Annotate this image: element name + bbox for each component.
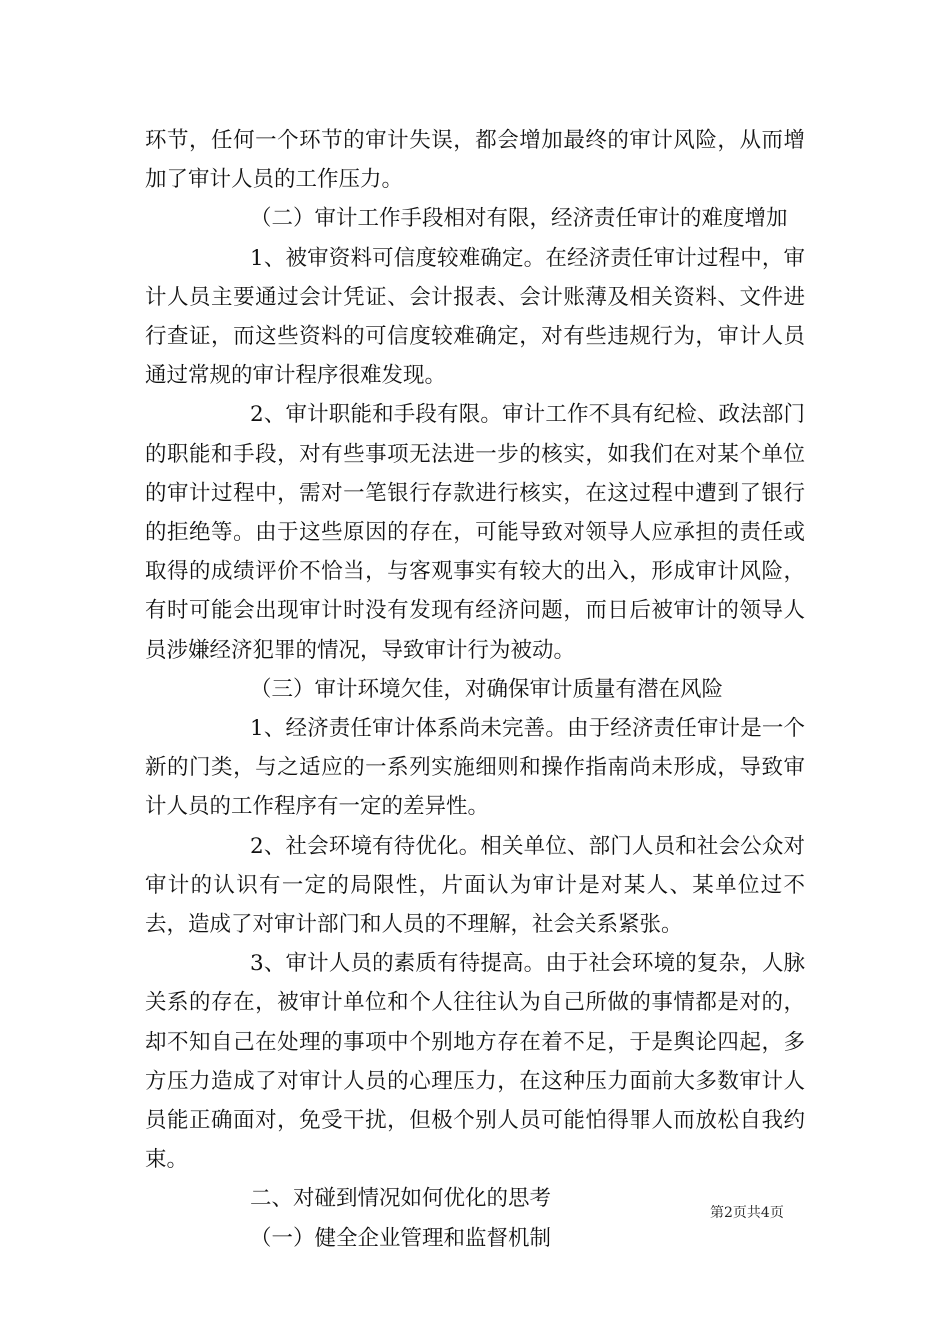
paragraph-item-2b: 2、社会环境有待优化。相关单位、部门人员和社会公众对审计的认识有一定的局限性，片面认为审计是对某人、某单位过不去，造成了对审计部门和人员的不理解，社会关系紧张。 xyxy=(145,833,805,938)
paragraph-item-1: 1、被审资料可信度较难确定。在经济责任审计过程中，审计人员主要通过会计凭证、会计报表、会计账薄及相关资料、文件进行查证，而这些资料的可信度较难确定，对有些违规行为，审计人员通过常规的审计程序很难发现。 xyxy=(145,245,805,389)
page-number-footer: 第2页共4页 xyxy=(710,1205,784,1221)
section-heading-1: （一）健全企业管理和监督机制 xyxy=(250,1225,552,1251)
paragraph-item-1b: 1、经济责任审计体系尚未完善。由于经济责任审计是一个新的门类，与之适应的一系列实施细则和操作指南尚未形成，导致审计人员的工作程序有一定的差异性。 xyxy=(145,716,805,820)
paragraph-continuation: 环节，任何一个环节的审计失误，都会增加最终的审计风险，从而增加了审计人员的工作压力。 xyxy=(145,128,805,193)
chapter-heading: 二、对碰到情况如何优化的思考 xyxy=(250,1186,552,1212)
document-body xyxy=(145,121,805,1258)
section-heading-2: （二）审计工作手段相对有限，经济责任审计的难度增加 xyxy=(250,206,788,232)
paragraph-item-3b: 3、审计人员的素质有待提高。由于社会环境的复杂，人脉关系的存在，被审计单位和个人往往认为自己所做的事情都是对的，却不知自己在处理的事项中个别地方存在着不足，于是舆论四起，多方压力造成了对审计人员的心理压力，在这种压力面前大多数审计人员能正确面对，免受干扰，但极个别人员可能怕得罪人而放松自我约束。 xyxy=(145,951,805,1173)
section-heading-3: （三）审计环境欠佳，对确保审计质量有潜在风险 xyxy=(250,676,724,702)
paragraph-item-2: 2、审计职能和手段有限。审计工作不具有纪检、政法部门的职能和手段，对有些事项无法进一步的核实，如我们在对某个单位的审计过程中，需对一笔银行存款进行核实，在这过程中遭到了银行的拒绝等。由于这些原因的存在，可能导致对领导人应承担的责任或取得的成绩评价不恰当，与客观事实有较大的出入，形成审计风险，有时可能会出现审计时没有发现有经济问题，而日后被审计的领导人员涉嫌经济犯罪的情况，导致审计行为被动。 xyxy=(145,402,805,663)
